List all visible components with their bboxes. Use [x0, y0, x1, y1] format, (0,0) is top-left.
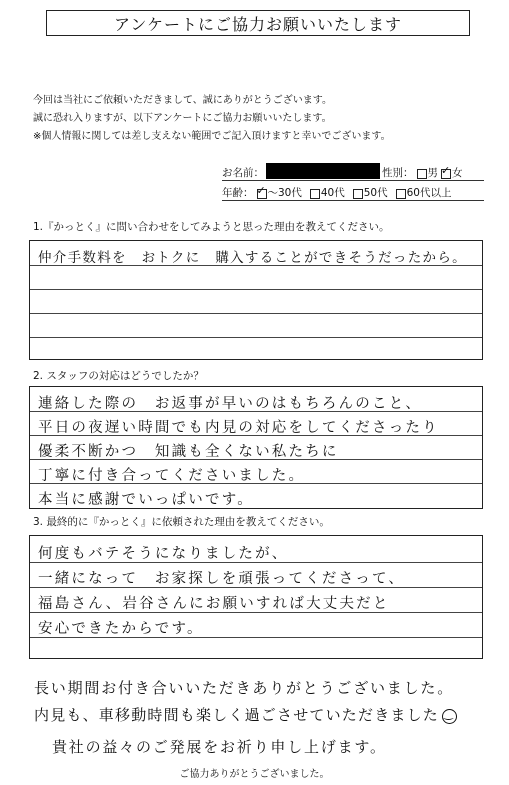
answer-text: 安心できたからです。: [38, 621, 204, 637]
age-option: 50代: [363, 187, 388, 199]
answer-box-3: [29, 535, 483, 659]
smiley-icon: [442, 709, 457, 724]
age-checkbox-30s[interactable]: [257, 189, 267, 199]
age-option: ～30代: [267, 187, 302, 199]
question-2: 2. スタッフの対応はどうでしたか？: [33, 370, 204, 382]
age-checkbox-60s[interactable]: [396, 189, 406, 199]
age-option: 40代: [320, 187, 345, 199]
closing-text: ご協力ありがとうございました。: [179, 769, 330, 780]
age-option: 60代以上: [406, 187, 452, 199]
answer-text: 優柔不断かつ 知識も全くない私たちに: [38, 444, 339, 460]
answer-text: 何度もバテそうになりましたが、: [38, 546, 289, 562]
answer-box-2: [29, 386, 483, 509]
free-comment-line: 貴社の益々のご発展をお祈り申し上げます。: [52, 738, 387, 756]
answer-text: 仲介手数料を おトクに 購入することができそうだったから。: [38, 250, 467, 266]
age-checkbox-40s[interactable]: [310, 189, 320, 199]
intro-line: 誠に恐れ入りますが、以下アンケートにご協力お願いいたします。: [33, 113, 332, 124]
intro-line: ※個人情報に関しては差し支えない範囲でご記入頂けますと幸いでございます。: [33, 131, 391, 142]
respondent-info: [222, 161, 484, 201]
age-row: [222, 181, 484, 201]
free-comment-line: 長い期間お付き合いいただきありがとうございました。: [34, 679, 455, 697]
redacted-name: [266, 163, 380, 179]
answer-text: 本当に感謝でいっぱいです。: [38, 492, 254, 508]
free-comment-line: [34, 704, 457, 725]
name-gender-row: [222, 161, 484, 181]
question-1: 1.『かっとく』に問い合わせをしてみようと思った理由を教えてください。: [33, 221, 390, 233]
age-checkbox-50s[interactable]: [353, 189, 363, 199]
answer-text: 福島さん、岩谷さんにお願いすれば大丈夫だと: [38, 596, 390, 612]
answer-rule: [30, 313, 482, 314]
age-label: 年齢：: [222, 187, 254, 199]
answer-box-1: [29, 240, 483, 360]
female-checkbox[interactable]: [441, 169, 451, 179]
answer-text: 平日の夜遅い時間でも内見の対応をしてくださったり: [38, 420, 439, 436]
intro-line: 今回は当社にご依頼いただきまして、誠にありがとうございます。: [33, 95, 332, 106]
gender-label: 性別：: [382, 167, 414, 179]
answer-rule: [30, 289, 482, 290]
answer-text: 連絡した際の お返事が早いのはもちろんのこと、: [38, 396, 423, 412]
answer-text: 丁寧に付き合ってくださいました。: [38, 468, 306, 484]
male-checkbox[interactable]: [417, 169, 427, 179]
male-label: 男: [427, 167, 438, 179]
free-comment-text: 内見も、車移動時間も楽しく過ごさせていただきました: [34, 706, 440, 724]
intro-text: [33, 92, 391, 146]
question-3: 3. 最終的に『かっとく』に依頼された理由を教えてください。: [33, 516, 330, 528]
answer-rule: [30, 337, 482, 338]
female-label: 女: [452, 167, 463, 179]
survey-title: アンケートにご協力お願いいたします: [46, 10, 470, 36]
answer-text: 一緒になって お家探しを頑張ってくださって、: [38, 571, 406, 587]
name-label: お名前：: [222, 167, 264, 179]
